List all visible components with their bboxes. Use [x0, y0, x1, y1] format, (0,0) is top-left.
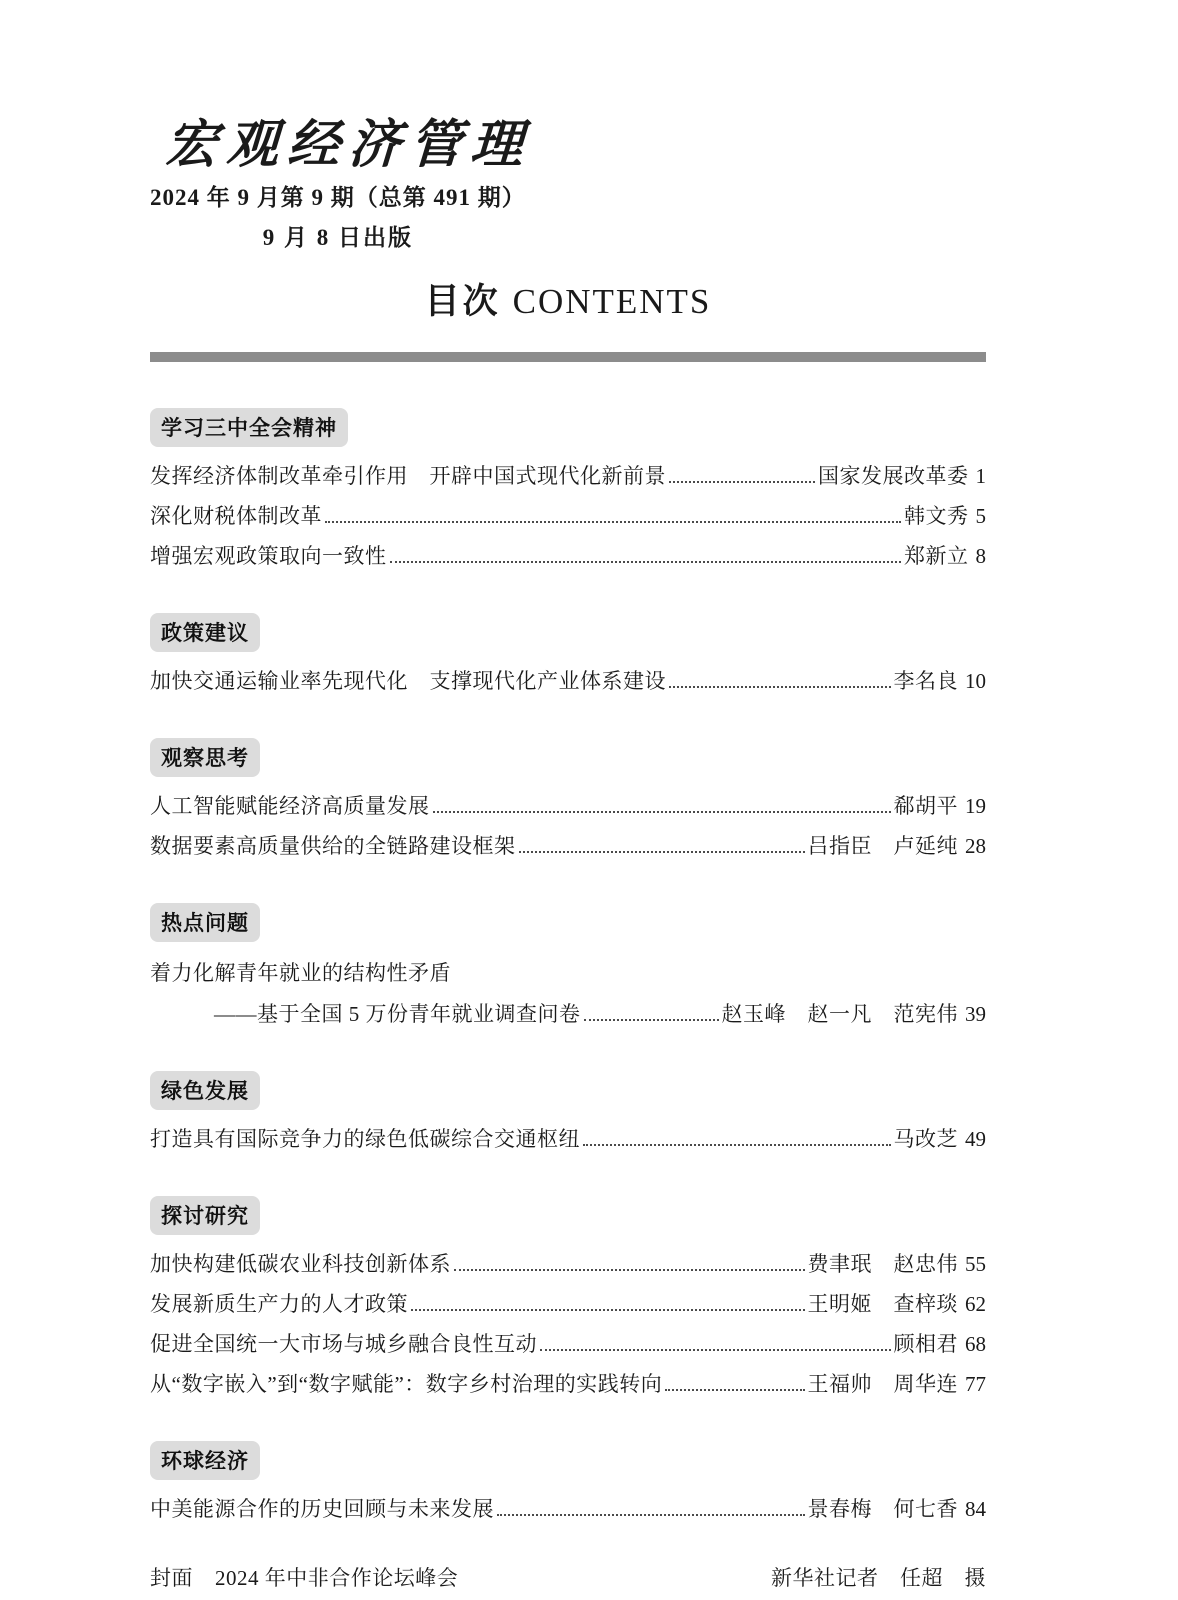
section-badge: 政策建议 [150, 613, 260, 652]
dot-leader [519, 851, 805, 853]
section-rows [150, 1128, 986, 1150]
toc-entry [150, 545, 986, 567]
dot-leader [584, 1019, 719, 1021]
article-title: 加快交通运输业率先现代化 支撑现代化产业体系建设 [150, 669, 666, 694]
section [150, 738, 986, 857]
article-title: 深化财税体制改革 [150, 504, 322, 529]
article-page: 62 [965, 1291, 986, 1316]
journal-logo: 宏观经济管理 [163, 114, 534, 175]
publish-date-line: 9 月 8 日出版 [262, 225, 413, 251]
article-authors: 吕指臣 卢延纯 [807, 834, 958, 859]
article-authors: 赵玉峰 赵一凡 范宪伟 [721, 1001, 958, 1026]
section [150, 903, 986, 1024]
dot-leader [540, 1349, 891, 1351]
article-page: 28 [965, 834, 986, 859]
issue-line: 2024 年 9 月第 9 期（总第 491 期） [150, 185, 526, 211]
section-rows [150, 465, 986, 567]
article-title: 人工智能赋能经济高质量发展 [150, 794, 430, 819]
article-authors: 费聿珉 赵忠伟 [807, 1251, 958, 1276]
article-authors: 郑新立 [904, 544, 969, 569]
dot-leader [669, 686, 891, 688]
dot-leader [497, 1514, 805, 1516]
section-badge: 热点问题 [150, 903, 260, 942]
section-rows [150, 795, 986, 857]
article-authors: 顾相君 [893, 1331, 958, 1356]
toc-entry [150, 670, 986, 692]
toc-entry [150, 465, 986, 487]
section-badge: 探讨研究 [150, 1196, 260, 1235]
article-title: 中美能源合作的历史回顾与未来发展 [150, 1496, 494, 1521]
article-title: 发挥经济体制改革牵引作用 开辟中国式现代化新前景 [150, 464, 666, 489]
contents-heading [150, 274, 986, 324]
cover-credit: 新华社记者 任超 摄 [771, 1565, 986, 1590]
section-rows [150, 962, 986, 1024]
section [150, 1196, 986, 1395]
article-page: 68 [965, 1331, 986, 1356]
toc-entry [150, 1333, 986, 1355]
section [150, 1071, 986, 1150]
section-rows [150, 1498, 986, 1520]
dot-leader [454, 1269, 805, 1271]
article-page: 19 [965, 794, 986, 819]
toc-entry [150, 1498, 986, 1520]
contents-title-en: CONTENTS [512, 282, 712, 322]
article-page: 1 [975, 464, 986, 489]
toc-entry [150, 1253, 986, 1275]
toc-entry [150, 835, 986, 857]
divider-bar [150, 352, 986, 362]
contents-title-zh: 目次 [424, 282, 501, 322]
dot-leader [390, 561, 902, 563]
article-title: 发展新质生产力的人才政策 [150, 1291, 408, 1316]
article-title: 数据要素高质量供给的全链路建设框架 [150, 834, 516, 859]
masthead-lines [150, 179, 526, 252]
cover-left [150, 1562, 458, 1592]
toc-entry [150, 1373, 986, 1395]
dot-leader [433, 811, 891, 813]
article-page: 55 [965, 1251, 986, 1276]
cover-title: 2024 年中非合作论坛峰会 [215, 1565, 459, 1590]
toc-sections [150, 408, 986, 1520]
article-authors: 韩文秀 [904, 504, 969, 529]
article-page: 39 [965, 1001, 986, 1026]
article-title: 着力化解青年就业的结构性矛盾 [150, 961, 451, 986]
dot-leader [583, 1144, 891, 1146]
cover-credit-row [150, 1562, 986, 1592]
toc-entry [150, 962, 986, 984]
article-page: 84 [965, 1496, 986, 1521]
article-authors: 郗胡平 [893, 794, 958, 819]
toc-entry [150, 1293, 986, 1315]
article-page: 5 [975, 504, 986, 529]
content-area [150, 0, 986, 1592]
section [150, 613, 986, 692]
cover-label: 封面 [150, 1565, 193, 1590]
section-badge: 观察思考 [150, 738, 260, 777]
article-page: 49 [965, 1126, 986, 1151]
section-rows [150, 670, 986, 692]
article-page: 10 [965, 669, 986, 694]
article-authors: 马改芝 [893, 1126, 958, 1151]
article-authors: 王福帅 周华连 [807, 1371, 958, 1396]
article-title: 从“数字嵌入”到“数字赋能”：数字乡村治理的实践转向 [150, 1371, 663, 1396]
article-page: 8 [975, 544, 986, 569]
article-title: 加快构建低碳农业科技创新体系 [150, 1251, 451, 1276]
article-title: 促进全国统一大市场与城乡融合良性互动 [150, 1331, 537, 1356]
dot-leader [669, 481, 815, 483]
article-authors: 国家发展改革委 [818, 464, 969, 489]
article-authors: 李名良 [893, 669, 958, 694]
toc-entry [150, 505, 986, 527]
article-title: 增强宏观政策取向一致性 [150, 544, 387, 569]
toc-entry [150, 795, 986, 817]
section-badge: 绿色发展 [150, 1071, 260, 1110]
toc-entry [150, 1128, 986, 1150]
toc-entry [150, 1003, 986, 1025]
article-page: 77 [965, 1371, 986, 1396]
section [150, 408, 986, 567]
dot-leader [665, 1389, 804, 1391]
dot-leader [411, 1309, 805, 1311]
section-badge: 学习三中全会精神 [150, 408, 348, 447]
section-rows [150, 1253, 986, 1395]
article-subtitle: ——基于全国 5 万份青年就业调查问卷 [214, 1001, 581, 1026]
dot-leader [325, 521, 901, 523]
article-authors: 景春梅 何七香 [807, 1496, 958, 1521]
article-authors: 王明姬 查梓琰 [807, 1291, 958, 1316]
section-badge: 环球经济 [150, 1441, 260, 1480]
article-title: 打造具有国际竞争力的绿色低碳综合交通枢纽 [150, 1126, 580, 1151]
section [150, 1441, 986, 1520]
